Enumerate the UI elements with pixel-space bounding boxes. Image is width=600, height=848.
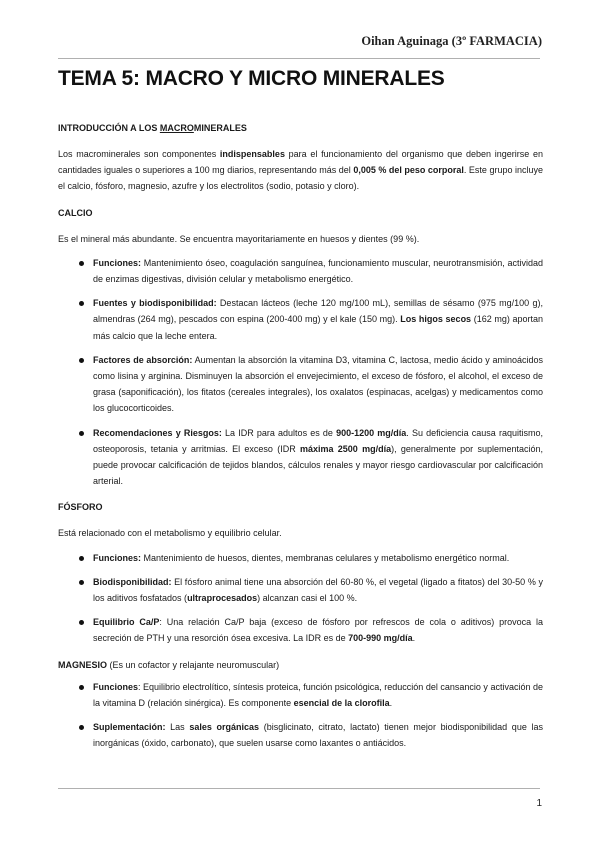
section-heading-intro: INTRODUCCIÓN A LOS MACROMINERALES — [58, 123, 247, 133]
bullet-icon — [79, 725, 84, 730]
page-title: TEMA 5: MACRO Y MICRO MINERALES — [58, 67, 445, 90]
bullet-icon — [79, 358, 84, 363]
page-body — [58, 66, 543, 751]
intro-paragraph: Los macrominerales son componentes indispensables para el funcionamiento del organismo que deben ingerirse en cantidades iguales o superiores a 100 mg diarios, representando más del 0,005 % del peso corporal. Este grupo incluye el calcio, fósforo, magnesio, azufre y los electrolitos (sodio, potasio y cloro). — [58, 149, 543, 192]
fosforo-intro: Está relacionado con el metabolismo y equilibrio celular. — [58, 528, 282, 539]
section-heading-calcio: CALCIO — [58, 207, 93, 218]
bullet-icon — [79, 620, 84, 625]
page-number: 1 — [536, 798, 542, 809]
section-heading-magnesio: MAGNESIO (Es un cofactor y relajante neuromuscular) — [58, 659, 280, 670]
list-item: Biodisponibilidad: El fósforo animal tiene una absorción del 60-80 %, el vegetal (ligado a fitatos) del 30-50 % y los aditivos fosfatados (ultraprocesados) alcanzan casi el 100 %. — [58, 574, 543, 606]
list-item: Equilibrio Ca/P: Una relación Ca/P baja (exceso de fósforo por refrescos de cola o aditivos) provoca la secreción de PTH y una resorción ósea excesiva. La IDR es de 700-990 mg/día. — [58, 614, 543, 646]
footer-divider — [58, 788, 540, 789]
calcio-intro: Es el mineral más abundante. Se encuentra mayoritariamente en huesos y dientes (99 %). — [58, 233, 420, 244]
list-item: Factores de absorción: Aumentan la absorción la vitamina D3, vitamina C, lactosa, medio ácido y aminoácidos como lisina y arginina. Disminuyen la absorción el envejecimiento, el exceso de fósforo, el alcohol, el exceso de grasa (saponificación), los fitatos (cereales integrales), los oxalatos (espinacas, acelgas) y medicamentos como los glucocorticoides. — [58, 352, 543, 417]
fosforo-list — [58, 550, 543, 647]
calcio-list — [58, 255, 543, 490]
magnesio-list — [58, 679, 543, 752]
list-item: Funciones: Equilibrio electrolítico, síntesis proteica, función psicológica, reducción del cansancio y activación de la vitamina D (relación sinérgica). Es componente esencial de la clorofila. — [58, 679, 543, 711]
list-item: Funciones: Mantenimiento de huesos, dientes, membranas celulares y metabolismo energético normal. — [58, 550, 543, 566]
bullet-icon — [79, 580, 84, 585]
bullet-icon — [79, 431, 84, 436]
list-item: Recomendaciones y Riesgos: La IDR para adultos es de 900-1200 mg/día. Su deficiencia causa raquitismo, osteoporosis, tetania y arritmias. El exceso (IDR máxima 2500 mg/día), generalmente por suplementación, puede provocar calcificación de tejidos blandos, cálculos renales y mayor riesgo cardiovascular por calcificación arterial. — [58, 425, 543, 490]
header-divider — [58, 58, 540, 59]
bullet-icon — [79, 685, 84, 690]
bullet-icon — [79, 301, 84, 306]
section-heading-fosforo: FÓSFORO — [58, 502, 103, 513]
bullet-icon — [79, 556, 84, 561]
list-item: Suplementación: Las sales orgánicas (bisglicinato, citrato, lactato) tienen mejor biodisponibilidad que las inorgánicas (óxido, carbonato), que suelen usarse como laxantes o antiácidos. — [58, 719, 543, 751]
list-item: Funciones: Mantenimiento óseo, coagulación sanguínea, funcionamiento muscular, neurotransmisión, actividad de enzimas digestivas, división celular y metabolismo energético. — [58, 255, 543, 287]
bullet-icon — [79, 261, 84, 266]
list-item: Fuentes y biodisponibilidad: Destacan lácteos (leche 120 mg/100 mL), semillas de sésamo (975 mg/100 g), almendras (264 mg), pescados con espina (200-400 mg) y el kale (150 mg). Los higos secos (162 mg) aportan más calcio que la leche entera. — [58, 295, 543, 344]
document-header-author: Oihan Aguinaga (3º FARMACIA) — [361, 34, 542, 48]
